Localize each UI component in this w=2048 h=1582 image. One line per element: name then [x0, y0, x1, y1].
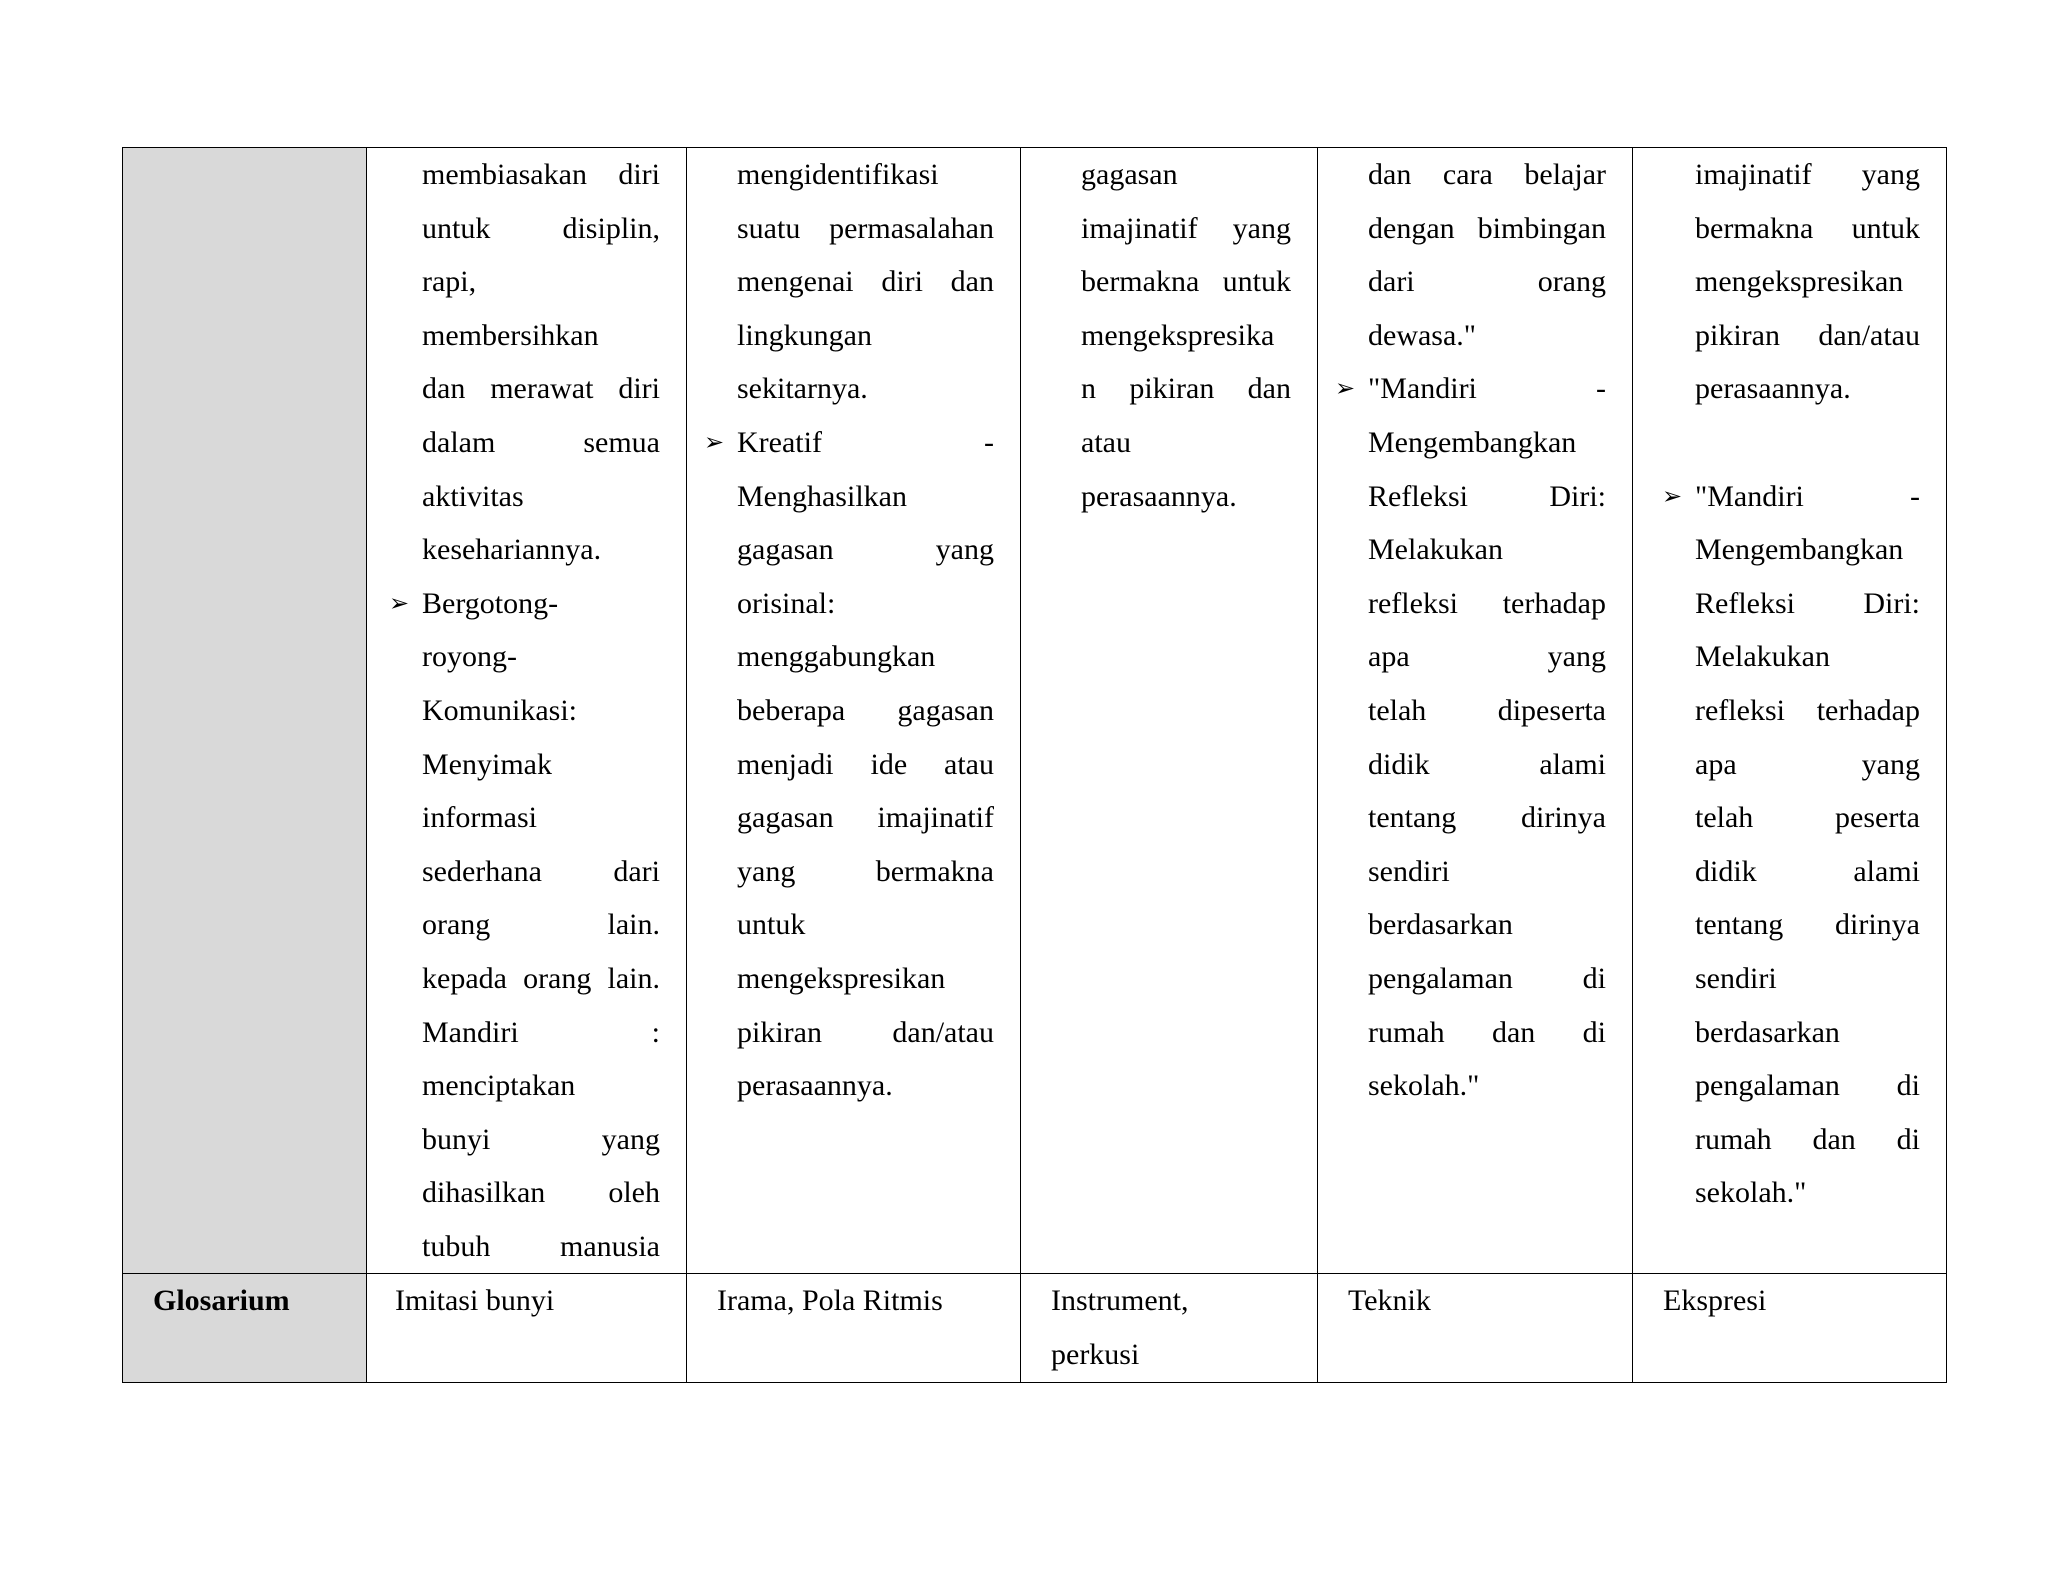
row-label-cell	[123, 148, 367, 1274]
text-line: gagasan imajinatif	[737, 801, 994, 835]
text-line: mengekspresikan	[737, 961, 946, 995]
glossary-item: Ekspresi	[1633, 1274, 1947, 1383]
glossary-item: Irama, Pola Ritmis	[687, 1274, 1021, 1383]
text-line: royong-	[422, 640, 517, 674]
text-line: beberapa gagasan	[737, 693, 994, 727]
text-line: bermakna untuk	[1695, 211, 1920, 245]
col-2-cell	[687, 148, 1021, 1274]
text-line: sekitarnya.	[737, 372, 868, 406]
text-line: dari orang	[1368, 265, 1606, 299]
col-5-cell	[1633, 148, 1947, 1274]
text-line: didik alami	[1368, 747, 1606, 781]
content-row	[123, 148, 1947, 1274]
bullet-item	[1695, 470, 1920, 1220]
text-line: sendiri	[1368, 854, 1450, 888]
text-line: refleksi terhadap	[1368, 586, 1606, 620]
text-line: apa yang	[1695, 747, 1920, 781]
text-line: mengekspresika	[1081, 318, 1275, 352]
text-line: lingkungan	[737, 318, 872, 352]
text-line: n pikiran dan	[1081, 372, 1291, 406]
text-line: telah peserta	[1695, 801, 1920, 835]
bullet-item	[422, 577, 660, 1274]
text-line: Mengembangkan	[1695, 533, 1904, 567]
text-item	[1368, 148, 1606, 362]
text-line: ➢ Kreatif -	[737, 425, 994, 459]
text-line: dan merawat diri	[422, 372, 660, 406]
text-line: Melakukan	[1695, 640, 1830, 674]
glossary-row	[123, 1274, 1947, 1383]
bullet-item	[737, 416, 994, 1113]
text-line: membiasakan diri	[422, 158, 660, 191]
col-4-cell	[1318, 148, 1633, 1274]
text-item	[422, 148, 660, 577]
text-line: membersihkan	[422, 318, 599, 352]
text-line: telah dipeserta	[1368, 693, 1606, 727]
col-1-list	[422, 148, 660, 1273]
col-5-list	[1695, 148, 1920, 1220]
text-line: perasaannya.	[1081, 479, 1237, 513]
text-line: bermakna untuk	[1081, 265, 1291, 299]
content-table	[122, 147, 1947, 1383]
text-line: sederhana dari	[422, 854, 660, 888]
text-line: untuk	[737, 908, 806, 942]
text-line: menggabungkan	[737, 640, 936, 674]
text-line: pengalaman di	[1368, 961, 1606, 995]
text-line: Menyimak	[422, 747, 552, 781]
text-line: gagasan	[1081, 158, 1178, 191]
text-line: tubuh manusia	[422, 1229, 660, 1263]
text-item	[737, 148, 994, 416]
text-line: mengenai diri dan	[737, 265, 994, 299]
text-line: gagasan yang	[737, 533, 994, 567]
text-line: perasaannya.	[1695, 372, 1851, 406]
text-line: refleksi terhadap	[1695, 693, 1920, 727]
text-line: dihasilkan oleh	[422, 1176, 660, 1210]
text-line: pikiran dan/atau	[737, 1015, 994, 1049]
text-line: berdasarkan	[1695, 1015, 1840, 1049]
text-line: kesehariannya.	[422, 533, 602, 567]
text-line: mengidentifikasi	[737, 158, 939, 191]
text-line: informasi	[422, 801, 537, 835]
text-line: imajinatif yang	[1081, 211, 1291, 245]
text-line: perasaannya.	[737, 1069, 893, 1103]
text-line: bunyi yang	[422, 1122, 660, 1156]
text-line: dalam semua	[422, 425, 660, 459]
text-line: sekolah."	[1695, 1176, 1807, 1210]
text-line: kepada orang lain.	[422, 961, 660, 995]
text-line: didik alami	[1695, 854, 1920, 888]
bullet-item	[1368, 362, 1606, 1112]
col-3-cell	[1021, 148, 1318, 1274]
col-2-list	[737, 148, 994, 1113]
text-line: tentang dirinya	[1368, 801, 1606, 835]
text-line: menciptakan	[422, 1069, 576, 1103]
text-line: rapi,	[422, 265, 477, 299]
glossary-item: Imitasi bunyi	[367, 1274, 687, 1383]
text-line: orang lain.	[422, 908, 660, 942]
glossary-item: Teknik	[1318, 1274, 1633, 1383]
text-line: ➢ Bergotong-	[422, 586, 559, 620]
text-line: berdasarkan	[1368, 908, 1513, 942]
text-line: pikiran dan/atau	[1695, 318, 1920, 352]
text-line: mengekspresikan	[1695, 265, 1904, 299]
glossary-label: Glosarium	[123, 1274, 367, 1383]
glossary-item: Instrument, perkusi	[1021, 1274, 1318, 1383]
text-item	[1081, 148, 1291, 523]
text-line: rumah dan di	[1695, 1122, 1920, 1156]
text-line: Refleksi Diri:	[1368, 479, 1606, 513]
text-line: sekolah."	[1368, 1069, 1480, 1103]
text-line: yang bermakna	[737, 854, 994, 888]
text-line: Menghasilkan	[737, 479, 907, 513]
text-line: rumah dan di	[1368, 1015, 1606, 1049]
text-line: dewasa."	[1368, 318, 1477, 352]
text-item	[1695, 148, 1920, 416]
text-line: pengalaman di	[1695, 1069, 1920, 1103]
col-1-cell	[367, 148, 687, 1274]
text-line: menjadi ide atau	[737, 747, 994, 781]
text-line: apa yang	[1368, 640, 1606, 674]
text-line: Mengembangkan	[1368, 425, 1577, 459]
text-line: suatu permasalahan	[737, 211, 994, 245]
col-4-list	[1368, 148, 1606, 1113]
text-line: Komunikasi:	[422, 693, 577, 727]
text-line: aktivitas	[422, 479, 524, 513]
col-3-list	[1081, 148, 1291, 523]
text-line: imajinatif yang	[1695, 158, 1920, 191]
text-line: orisinal:	[737, 586, 836, 620]
text-line: tentang dirinya	[1695, 908, 1920, 942]
text-line: dan cara belajar	[1368, 158, 1606, 191]
text-line: dengan bimbingan	[1368, 211, 1606, 245]
text-line: sendiri	[1695, 961, 1777, 995]
text-line: Melakukan	[1368, 533, 1503, 567]
text-line: untuk disiplin,	[422, 211, 660, 245]
text-line: ➢ "Mandiri -	[1695, 479, 1920, 513]
text-line: ➢ "Mandiri -	[1368, 372, 1606, 406]
text-line: Mandiri :	[422, 1015, 660, 1049]
text-line: atau	[1081, 425, 1131, 459]
text-line: Refleksi Diri:	[1695, 586, 1920, 620]
